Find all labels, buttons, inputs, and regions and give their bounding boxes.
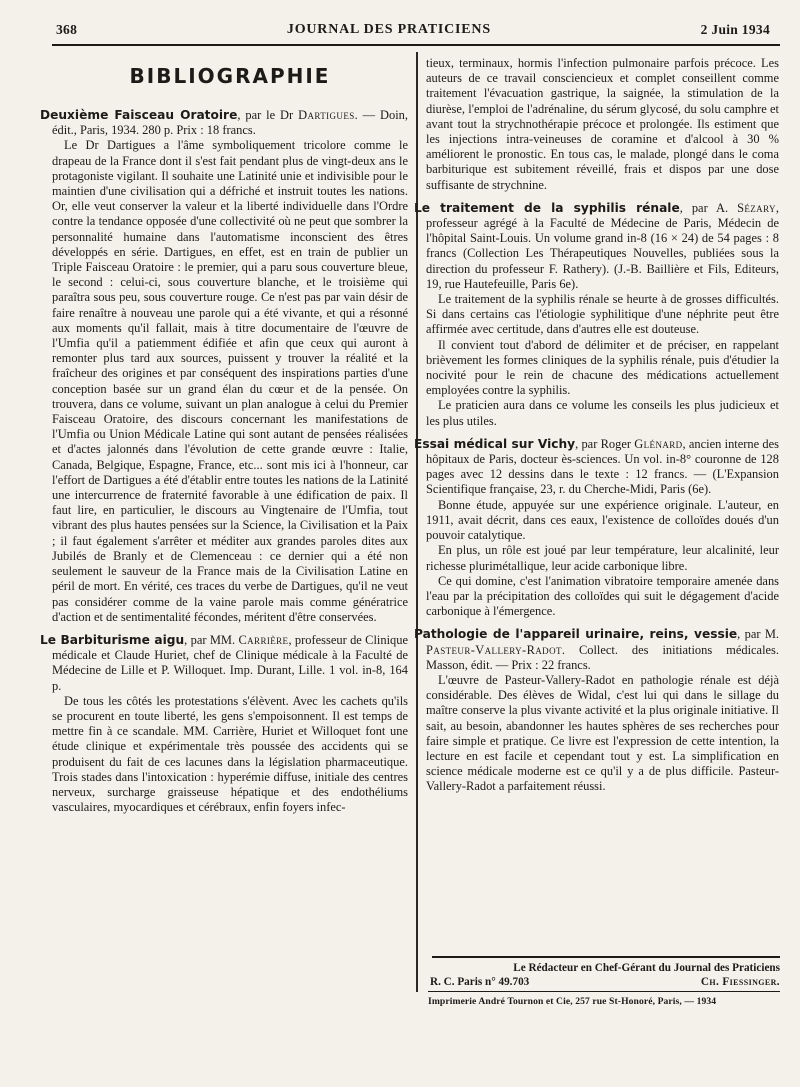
bibliography-entry [40,108,408,625]
entry-reference: Essai médical sur Vichy, par Roger Glénard, ancien interne des hôpitaux de Paris, docteur ès-sciences. Un vol. in-8° couronne de 128 pages avec 12 dessins dans le texte : 12 francs. — (L'Expansion Scientifique française, 23, r. du Cherche-Midi, Paris (6e). [414,436,779,497]
entry-continuation [426,56,779,193]
rc-number: R. C. Paris n° 49.703 [430,975,530,988]
entry-paragraph: Le Dr Dartigues a l'âme symboliquement tricolore comme le drapeau de la France dont il s'est fait pendant plus de vingt-deux ans le protagoniste vigilant. Il souhaite une Latinité unie et indivisible pour le maintien d'une civilisation qui a défriché et instruit toutes les nations. Or, elle veut conserver la valeur et la liberté individuelle dans l'Ordre contre la tendance opposée d'une collectivité où ne peut que sombrer la personnalité humaine dans l'automatisme inconscient des êtres développés en série. Dartigues, en effet, est en train de publier un Triple Faisceau Oratoire : le premier, qui a paru sous couverture bleue, le second : celui-ci, sous couverture blanche, et le troisième qui paraîtra sous peu, sous couverture rouge. Ce n'est pas par vain désir de faire renaître à nouveau une parole qui a été vivante, et qui a résonné aux moments qu'il fallait, mais à titre documentaire de l'œuvre de l'Umfia qu'il a patiemment édifiée et afin que ceux qui auront à remonter plus tard aux sources, puissent y trouver la réalité et la fraîcheur des origines et par conséquent des inspirations parties d'une conception basée sur un grand élan du cœur et de la pensée. On trouvera, dans ce volume, suivant un plan analogue à celui du Premier Faisceau Oratoire, des discours concernant les manifestations de l'Umfia ou Union Médicale Latine qui sont autant de pensées réalisées et d'actes jalonnés dans l'évolution de cette grande œuvre : Italie, Canada, Belgique, Espagne, France, etc... sont mis ici à l'honneur, car l'effort de Dartigues a été d'établir entre toutes les nations de la Latinité une intercurrence de fraternité favorable à une édification de paix. Il faut lire, en particulier, le discours au Vingtenaire de l'Umfia, tout vibrant des plus hautes pensées sur la Science, la Civilisation et la Paix ; il faut également s'arrêter et méditer aux grandes paroles dites aux Jubilés de Branly et de Clemenceau : ce dernier qui a été non seulement le sauveur de la France mais de la Civilisation Latine en péril de mort. En vérité, ces traces du verbe de Dartigues, qu'il ne veut pas considérer comme de la vaine parole mais comme génératrice d'action et de sentimentalité fécondes, méritent d'être conservées. [52,138,408,624]
entry-paragraph: tieux, terminaux, hormis l'infection pulmonaire parfois précoce. Les auteurs de ce travail consciencieux et complet conseillent comme traitement l'évacuation gastrique, la saignée, la stimulation de la diurèse, l'emploi de l'adrénaline, du sérum glycosé, du solu camphre et avant tout la strychnothérapie précoce et prolongée. Ils estiment que les injections intra-veineuses de coramine et d'alcool à 30 % améliorent le pronostic. En tous cas, le malade, plongé dans le coma barbiturique est subitement réveillé, frais et dispos par une dose suffisante de strychnine. [426,56,779,192]
bibliography-entry [414,200,779,429]
entry-reference: Le Barbiturisme aigu, par MM. Carrière, professeur de Clinique médicale et Claude Huriet, chef de Clinique médicale à la Faculté de Médecine de Lille et P. Willoquet. Imp. Durant, Lille. 1 vol. in-8, 164 p. [40,632,409,693]
printer-imprint: Imprimerie André Tournon et Cie, 257 rue St-Honoré, Paris, — 1934 [428,996,717,1007]
entry-paragraph: L'œuvre de Pasteur-Vallery-Radot en pathologie rénale est déjà considérable. Des élèves de Widal, c'est lui qui dans le sillage du maître conserve la plus vivante activité et la plus originale initiative. Il sait, au besoin, abandonner les hautes sphères de ses recherches pour faire simple et pratique. Ce livre est l'expression de cette intention, la lecture en est facile et cependant tout y est. La simplification en science médicale moderne est ce qu'il y a de plus difficile. Pasteur-Vallery-Radot a parfaitement réussi. [426,672,779,794]
bibliography-entry [40,632,409,815]
entry-title: Le traitement de la syphilis rénale [414,200,680,215]
entry-paragraph: Ce qui domine, c'est l'animation vibratoire temporaire amenée dans l'eau par la précipitation des colloïdes qui suit le dégagement d'acide carbonique à l'émergence. [426,573,779,619]
left-column [40,56,409,823]
entry-paragraph: Il convient tout d'abord de délimiter et de préciser, en rappelant brièvement les formes cliniques de la syphilis rénale, puis d'étudier la nocivité pour le rein de chacune des médications actuellement employées contre la syphilis. [426,337,779,398]
editor-name: Ch. Fiessinger. [700,975,780,988]
entry-title: Pathologie de l'appareil urinaire, reins, vessie [414,627,738,642]
editor-line: Le Rédacteur en Chef-Gérant du Journal des Praticiens [513,962,780,974]
entry-paragraph: Bonne étude, appuyée sur une expérience originale. L'auteur, en 1911, avait décrit, dans ces eaux, l'existence de colloïdes doués d'un pouvoir catalytique. [426,497,779,543]
entry-title: Le Barbiturisme aigu [40,632,185,647]
entry-reference: Deuxième Faisceau Oratoire, par le Dr Dartigues. — Doin, édit., Paris, 1934. 280 p. Prix : 18 francs. [40,108,408,138]
bibliography-entry [414,436,779,619]
bibliography-entry [414,627,779,794]
column-divider [416,52,418,992]
entry-author: Glénard [634,436,683,451]
footer-rule-top [432,956,780,958]
section-title: BIBLIOGRAPHIE [129,64,331,88]
entry-reference: Le traitement de la syphilis rénale, par A. Sézary, professeur agrégé à la Faculté de Médecine de Paris, Médecin de l'hôpital Saint-Louis. Un volume grand in-8 (16 × 24) de 54 pages : 8 francs (Collection Les Thérapeutiques Nouvelles, publiées sous la direction du professeur F. Rathery). (J.-B. Baillière et Fils, Editeurs, 19, rue Hautefeuille, Paris 6e). [414,200,779,291]
entry-author: Pasteur-Vallery-Radot [426,642,562,657]
entry-title: Deuxième Faisceau Oratoire [40,108,238,122]
footer-rule-bottom [428,991,780,992]
page-number: 368 [56,22,78,37]
issue-date: 2 Juin 1934 [700,22,770,37]
entry-paragraph: En plus, un rôle est joué par leur température, leur alcalinité, leur richesse plurimétallique, leur acide carbonique libre. [426,543,779,573]
right-column [414,56,779,803]
entry-paragraph: Le traitement de la syphilis rénale se heurte à de grosses difficultés. Si dans certains cas l'étiologie syphilitique d'une néphrite peut être affirmée avec certitude, dans d'autres elle est douteuse. [426,292,779,337]
journal-title: JOURNAL DES PRATICIENS [286,22,491,37]
entry-author: Dartigues [298,108,355,122]
running-header [56,20,770,40]
entry-paragraph: De tous les côtés les protestations s'élèvent. Avec les cachets qu'ils se procurent en toute liberté, les gens s'empoisonnent. Il est temps de mettre fin à ce scandale. MM. Carrière, Huriet et Willoquet font une étude clinique et expérimentale très poussée des accidents qui se produisent du fait de ces lacunes dans la législation pharmaceutique. Trois stades dans l'intoxication : hyperémie diffuse, initiale des centres nerveux, surcharge graisseuse hépatique et des endothéliums vasculaires, myocardiques et cérébraux, enfin foyers infec- [52,693,408,815]
entry-author: Sézary [737,200,776,215]
entry-paragraph: Le praticien aura dans ce volume les conseils les plus judicieux et les plus utiles. [426,398,779,428]
entry-title: Essai médical sur Vichy [414,436,576,451]
entry-author: Carrière [238,632,289,647]
editor-credit [430,962,780,989]
header-rule [52,44,780,46]
entry-reference: Pathologie de l'appareil urinaire, reins, vessie, par M. Pasteur-Vallery-Radot. Collect. des initiations médicales. Masson, édit. — Prix : 22 francs. [414,627,779,672]
